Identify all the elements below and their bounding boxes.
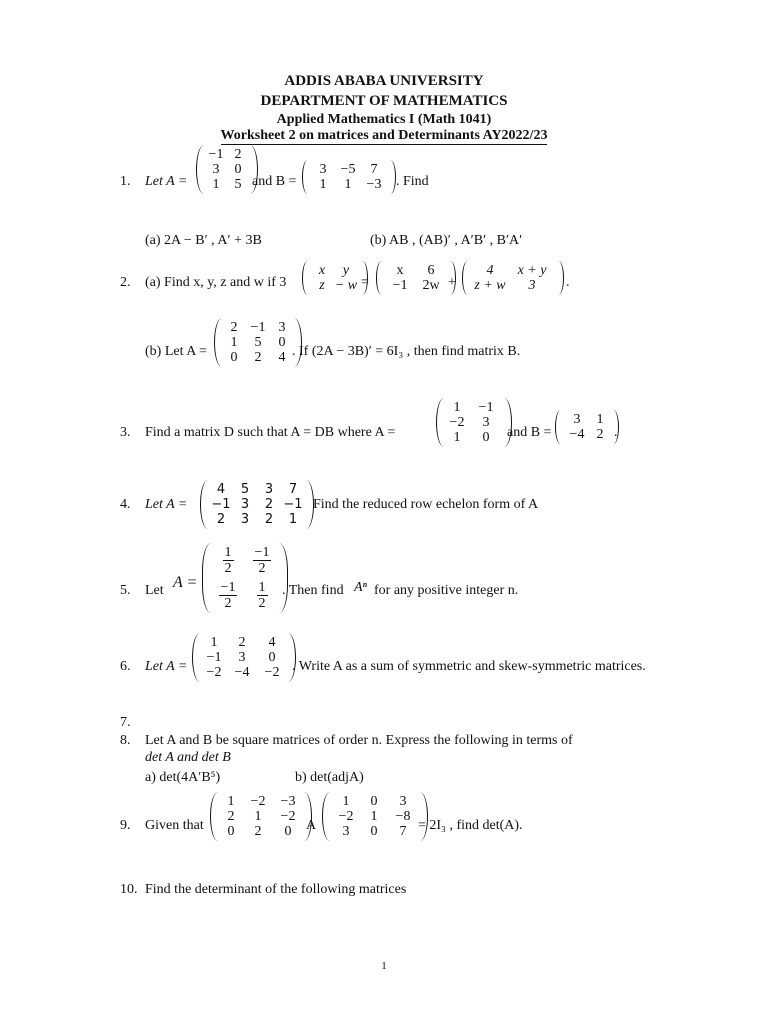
q2-plus: + [448, 275, 456, 290]
cell: −4 [234, 665, 250, 680]
fraction: $\frac{1}{2}$ [224, 545, 232, 576]
q5-text-2: for any positive integer n. [374, 583, 519, 598]
q5-a-equals: A = [173, 574, 198, 591]
q3-number: 3. [120, 425, 131, 440]
cell: 7 [370, 162, 378, 177]
cell: 6 [427, 263, 435, 278]
cell: 0 [370, 824, 378, 839]
cell: 1 [227, 794, 235, 809]
cell: −8 [395, 809, 411, 824]
q6-text: . Write A as a sum of symmetric and skew-symmetric matrices. [292, 659, 646, 674]
cell: −2 [280, 809, 296, 824]
q9-matrix-2 [322, 792, 428, 841]
cell: 2 [264, 512, 274, 527]
cell: −1 [211, 497, 231, 512]
cell: 1 [212, 177, 220, 192]
cell: x [318, 263, 326, 278]
cell: 1 [254, 809, 262, 824]
q5-a-power-n: Aⁿ [354, 580, 367, 595]
cell: 1 [344, 177, 352, 192]
fraction: $\frac{-1}{2}$ [220, 580, 236, 611]
cell: 2 [238, 635, 246, 650]
cell: 0 [370, 794, 378, 809]
cell: 1 [596, 412, 604, 427]
cell: 0 [284, 824, 292, 839]
q2-matrix-2 [376, 261, 456, 295]
q5-let: Let [145, 583, 164, 598]
cell: 1 [453, 430, 461, 445]
cell: 3 [238, 650, 246, 665]
q8-text-2: det A and det B [145, 750, 231, 765]
q3-matrix-b [555, 410, 619, 444]
cell: 4 [486, 263, 494, 278]
cell: 1 [453, 400, 461, 415]
cell: 1 [370, 809, 378, 824]
cell: 0 [268, 650, 276, 665]
cell: 5 [234, 177, 242, 192]
cell: −2 [250, 794, 266, 809]
cell: 3 [264, 482, 274, 497]
q10-text: Find the determinant of the following matrices [145, 882, 407, 897]
cell: −2 [264, 665, 280, 680]
q10-number: 10. [120, 882, 138, 897]
cell: 2 [254, 824, 262, 839]
q2-text-b2: . If (2A − 3B)′ = 6I₃ , then find matrix B. [292, 344, 521, 359]
cell: −1 [392, 278, 408, 293]
cell: 3 [342, 824, 350, 839]
cell: 0 [230, 350, 238, 365]
cell: y [342, 263, 350, 278]
q8-number: 8. [120, 733, 131, 748]
cell: −5 [340, 162, 356, 177]
cell: z + w [474, 278, 506, 293]
cell: 2 [216, 512, 226, 527]
cell: 1 [342, 794, 350, 809]
q2-equals: = [361, 275, 369, 290]
cell: 3 [399, 794, 407, 809]
q3-and-b: and B = [507, 425, 552, 440]
cell: −1 [206, 650, 222, 665]
q3-matrix-a [436, 398, 512, 447]
cell: z [319, 278, 325, 293]
q2-number: 2. [120, 275, 131, 290]
cell: 2 [264, 497, 274, 512]
worksheet-title: Worksheet 2 on matrices and Determinants AY2022/23 [220, 128, 548, 143]
cell: −2 [338, 809, 354, 824]
q2-text-b: (b) Let A = [145, 344, 207, 359]
q4-text: Find the reduced row echelon form of A [313, 497, 539, 512]
q9-number: 9. [120, 818, 131, 833]
cell: −1 [250, 320, 266, 335]
q5-matrix [202, 543, 288, 613]
cell: 2 [230, 320, 238, 335]
q8-part-b: b) det(adjA) [295, 770, 364, 785]
q4-matrix [200, 480, 314, 529]
cell: −1 [283, 497, 303, 512]
q2-matrix-1 [302, 261, 368, 295]
q2-matrix-a [214, 318, 302, 367]
cell: −1 [478, 400, 494, 415]
cell: 2 [234, 147, 242, 162]
q2-matrix-3 [462, 261, 564, 295]
q1-let-a: Let A = [145, 174, 188, 189]
cell: 3 [319, 162, 327, 177]
q9-a: A [306, 818, 317, 833]
page-number: 1 [381, 960, 387, 972]
q9-matrix-1 [210, 792, 312, 841]
q3-period: . [614, 425, 618, 440]
q1-part-b: (b) AB , (AB)′ , A′B′ , B′A′ [370, 233, 523, 248]
q1-part-a: (a) 2A − B′ , A′ + 3B [145, 233, 262, 248]
cell: 0 [482, 430, 490, 445]
q8-text-1: Let A and B be square matrices of order n. Express the following in terms of [145, 733, 573, 748]
q9-text: = 2I₃ , find det(A). [418, 818, 523, 833]
cell: −3 [280, 794, 296, 809]
cell: − w [334, 278, 358, 293]
cell: −1 [208, 147, 224, 162]
cell: 3 [528, 278, 536, 293]
q3-text: Find a matrix D such that A = DB where A = [145, 425, 396, 440]
cell: x [396, 263, 404, 278]
cell: 2 [227, 809, 235, 824]
q6-let: Let A = [145, 659, 188, 674]
cell: 3 [212, 162, 220, 177]
q2-period: . [566, 275, 570, 290]
cell: 5 [240, 482, 250, 497]
cell: 2 [596, 427, 604, 442]
cell: 4 [216, 482, 226, 497]
course-title: Applied Mathematics I (Math 1041) [276, 112, 492, 127]
cell: 1 [288, 512, 298, 527]
q5-number: 5. [120, 583, 131, 598]
cell: 2w [422, 278, 440, 293]
fraction: $\frac{-1}{2}$ [254, 545, 270, 576]
university-title: ADDIS ABABA UNIVERSITY [284, 73, 484, 89]
cell: 1 [230, 335, 238, 350]
cell: 1 [210, 635, 218, 650]
cell: 3 [278, 320, 286, 335]
cell: −4 [569, 427, 585, 442]
q6-number: 6. [120, 659, 131, 674]
q2-text-a: (a) Find x, y, z and w if 3 [145, 275, 287, 290]
cell: 0 [227, 824, 235, 839]
fraction: $\frac{1}{2}$ [258, 580, 266, 611]
cell: 3 [573, 412, 581, 427]
cell: 3 [482, 415, 490, 430]
q5-text-1: . Then find [282, 583, 344, 598]
q1-matrix-a [196, 145, 258, 194]
cell: 2 [254, 350, 262, 365]
cell: −2 [206, 665, 222, 680]
q9-given: Given that [145, 818, 204, 833]
cell: 1 [319, 177, 327, 192]
department-title: DEPARTMENT OF MATHEMATICS [260, 93, 508, 109]
cell: 0 [278, 335, 286, 350]
q4-let: Let A = [145, 497, 188, 512]
cell: 7 [288, 482, 298, 497]
cell: −3 [366, 177, 382, 192]
cell: −2 [449, 415, 465, 430]
cell: x + y [517, 263, 547, 278]
cell: 0 [234, 162, 242, 177]
q1-and-b: and B = [252, 174, 297, 189]
cell: 4 [268, 635, 276, 650]
cell: 7 [399, 824, 407, 839]
q4-number: 4. [120, 497, 131, 512]
cell: 4 [278, 350, 286, 365]
q1-matrix-b [302, 160, 396, 194]
q7-number: 7. [120, 715, 131, 730]
q1-number: 1. [120, 174, 131, 189]
cell: 5 [254, 335, 262, 350]
cell: 3 [240, 497, 250, 512]
q8-part-a: a) det(4A′B⁵) [145, 770, 221, 785]
q1-find: . Find [396, 174, 429, 189]
cell: 3 [240, 512, 250, 527]
q6-matrix [192, 633, 296, 682]
